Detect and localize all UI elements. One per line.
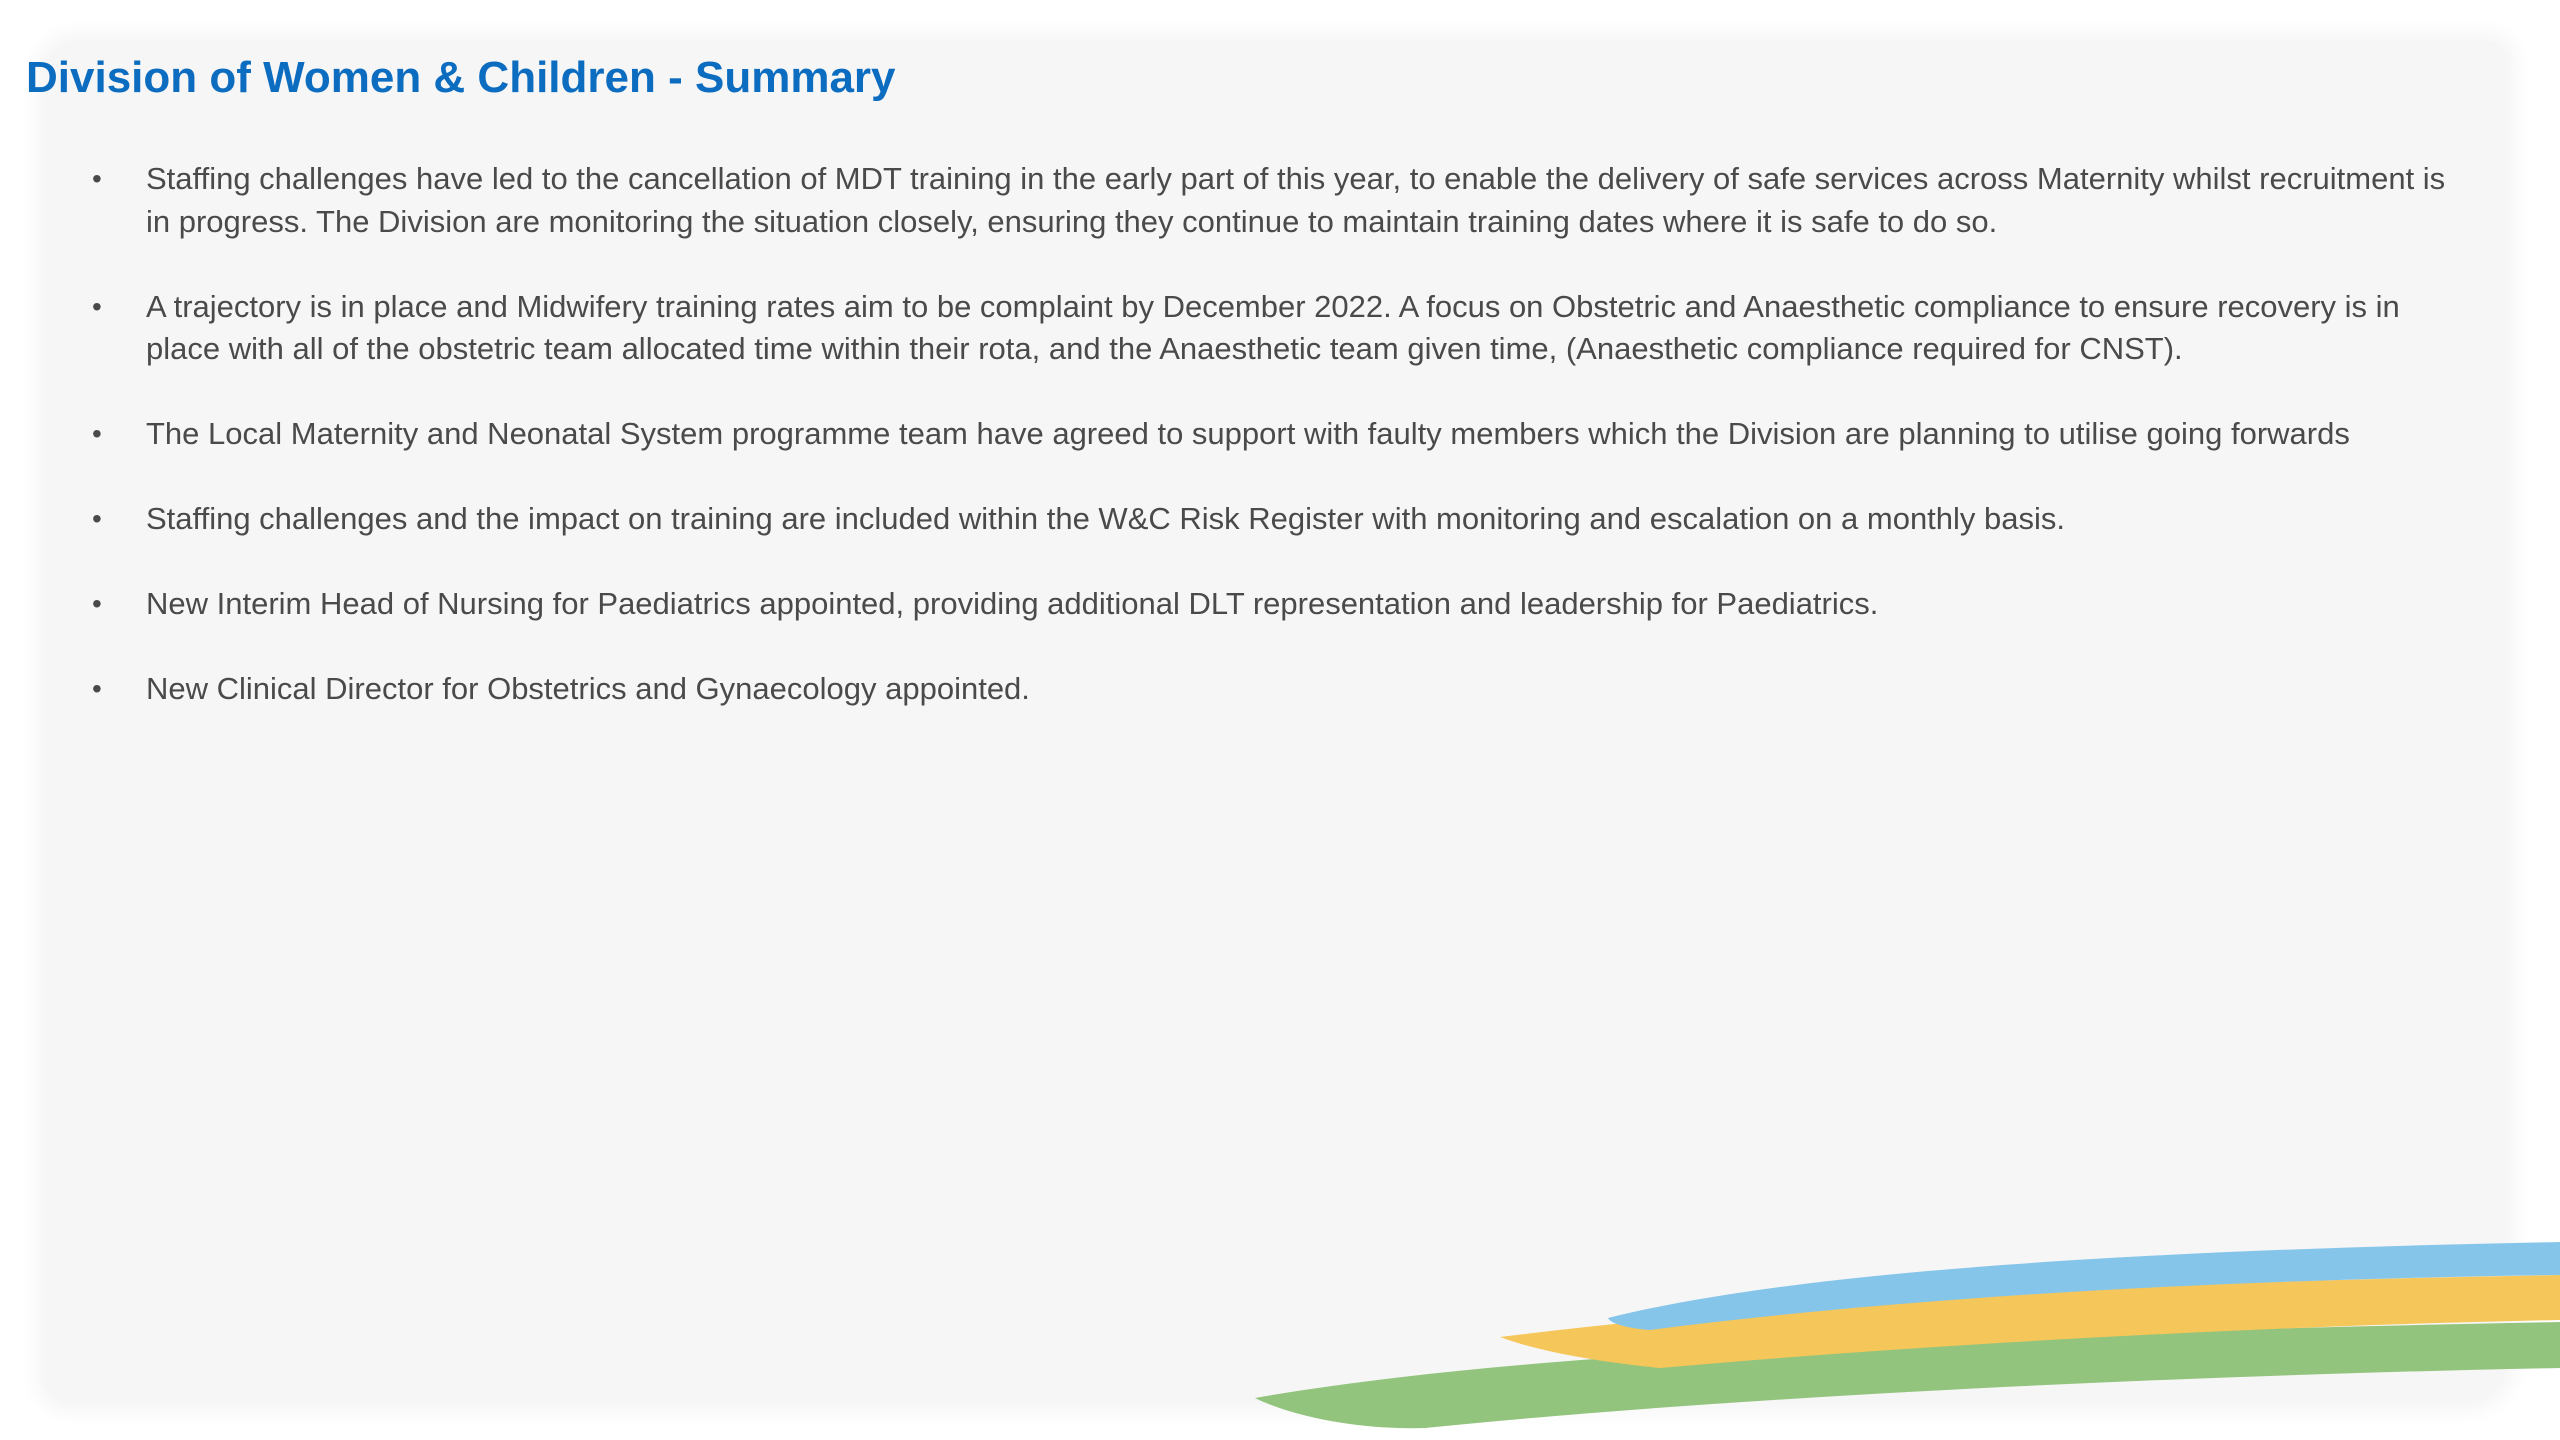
bullet-item: [92, 286, 2447, 371]
bullet-marker: •: [92, 163, 102, 194]
bullet-marker: •: [92, 418, 102, 449]
bullet-marker: •: [92, 673, 102, 704]
bullet-text: New Interim Head of Nursing for Paediatrics appointed, providing additional DLT representation and leadership for Paediatrics.: [146, 586, 1879, 621]
bullet-text: Staffing challenges have led to the cancellation of MDT training in the early part of this year, to enable the delivery of safe services across Maternity whilst recruitment is in progress. The Division are monitoring the situation closely, ensuring they continue to maintain training dates where it is safe to do so.: [146, 161, 2446, 239]
bullet-item: [92, 158, 2447, 243]
bullet-item: [92, 668, 2447, 711]
bullet-text: New Clinical Director for Obstetrics and Gynaecology appointed.: [146, 671, 1030, 706]
bullet-marker: •: [92, 290, 102, 322]
bullet-item: [92, 413, 2447, 456]
bullet-text: Staffing challenges and the impact on training are included within the W&C Risk Register with monitoring and escalation on a monthly basis.: [146, 501, 2066, 536]
summary-bullet-list: [92, 158, 2447, 753]
bullet-item: [92, 498, 2447, 541]
bullet-text: A trajectory is in place and Midwifery training rates aim to be complaint by December 2022. A focus on Obstetric and Anaesthetic compliance to ensure recovery is in place with all of the obstetric team allocated time within their rota, and the Anaesthetic team given time, (Anaesthetic compliance required for CNST).: [146, 288, 2400, 366]
slide-title: Division of Women & Children - Summary: [26, 53, 896, 102]
bullet-marker: •: [92, 588, 102, 619]
bullet-item: [92, 583, 2447, 626]
bullet-marker: •: [92, 503, 102, 534]
bullet-text: The Local Maternity and Neonatal System programme team have agreed to support with faulty members which the Division are planning to utilise going forwards: [146, 416, 2350, 451]
